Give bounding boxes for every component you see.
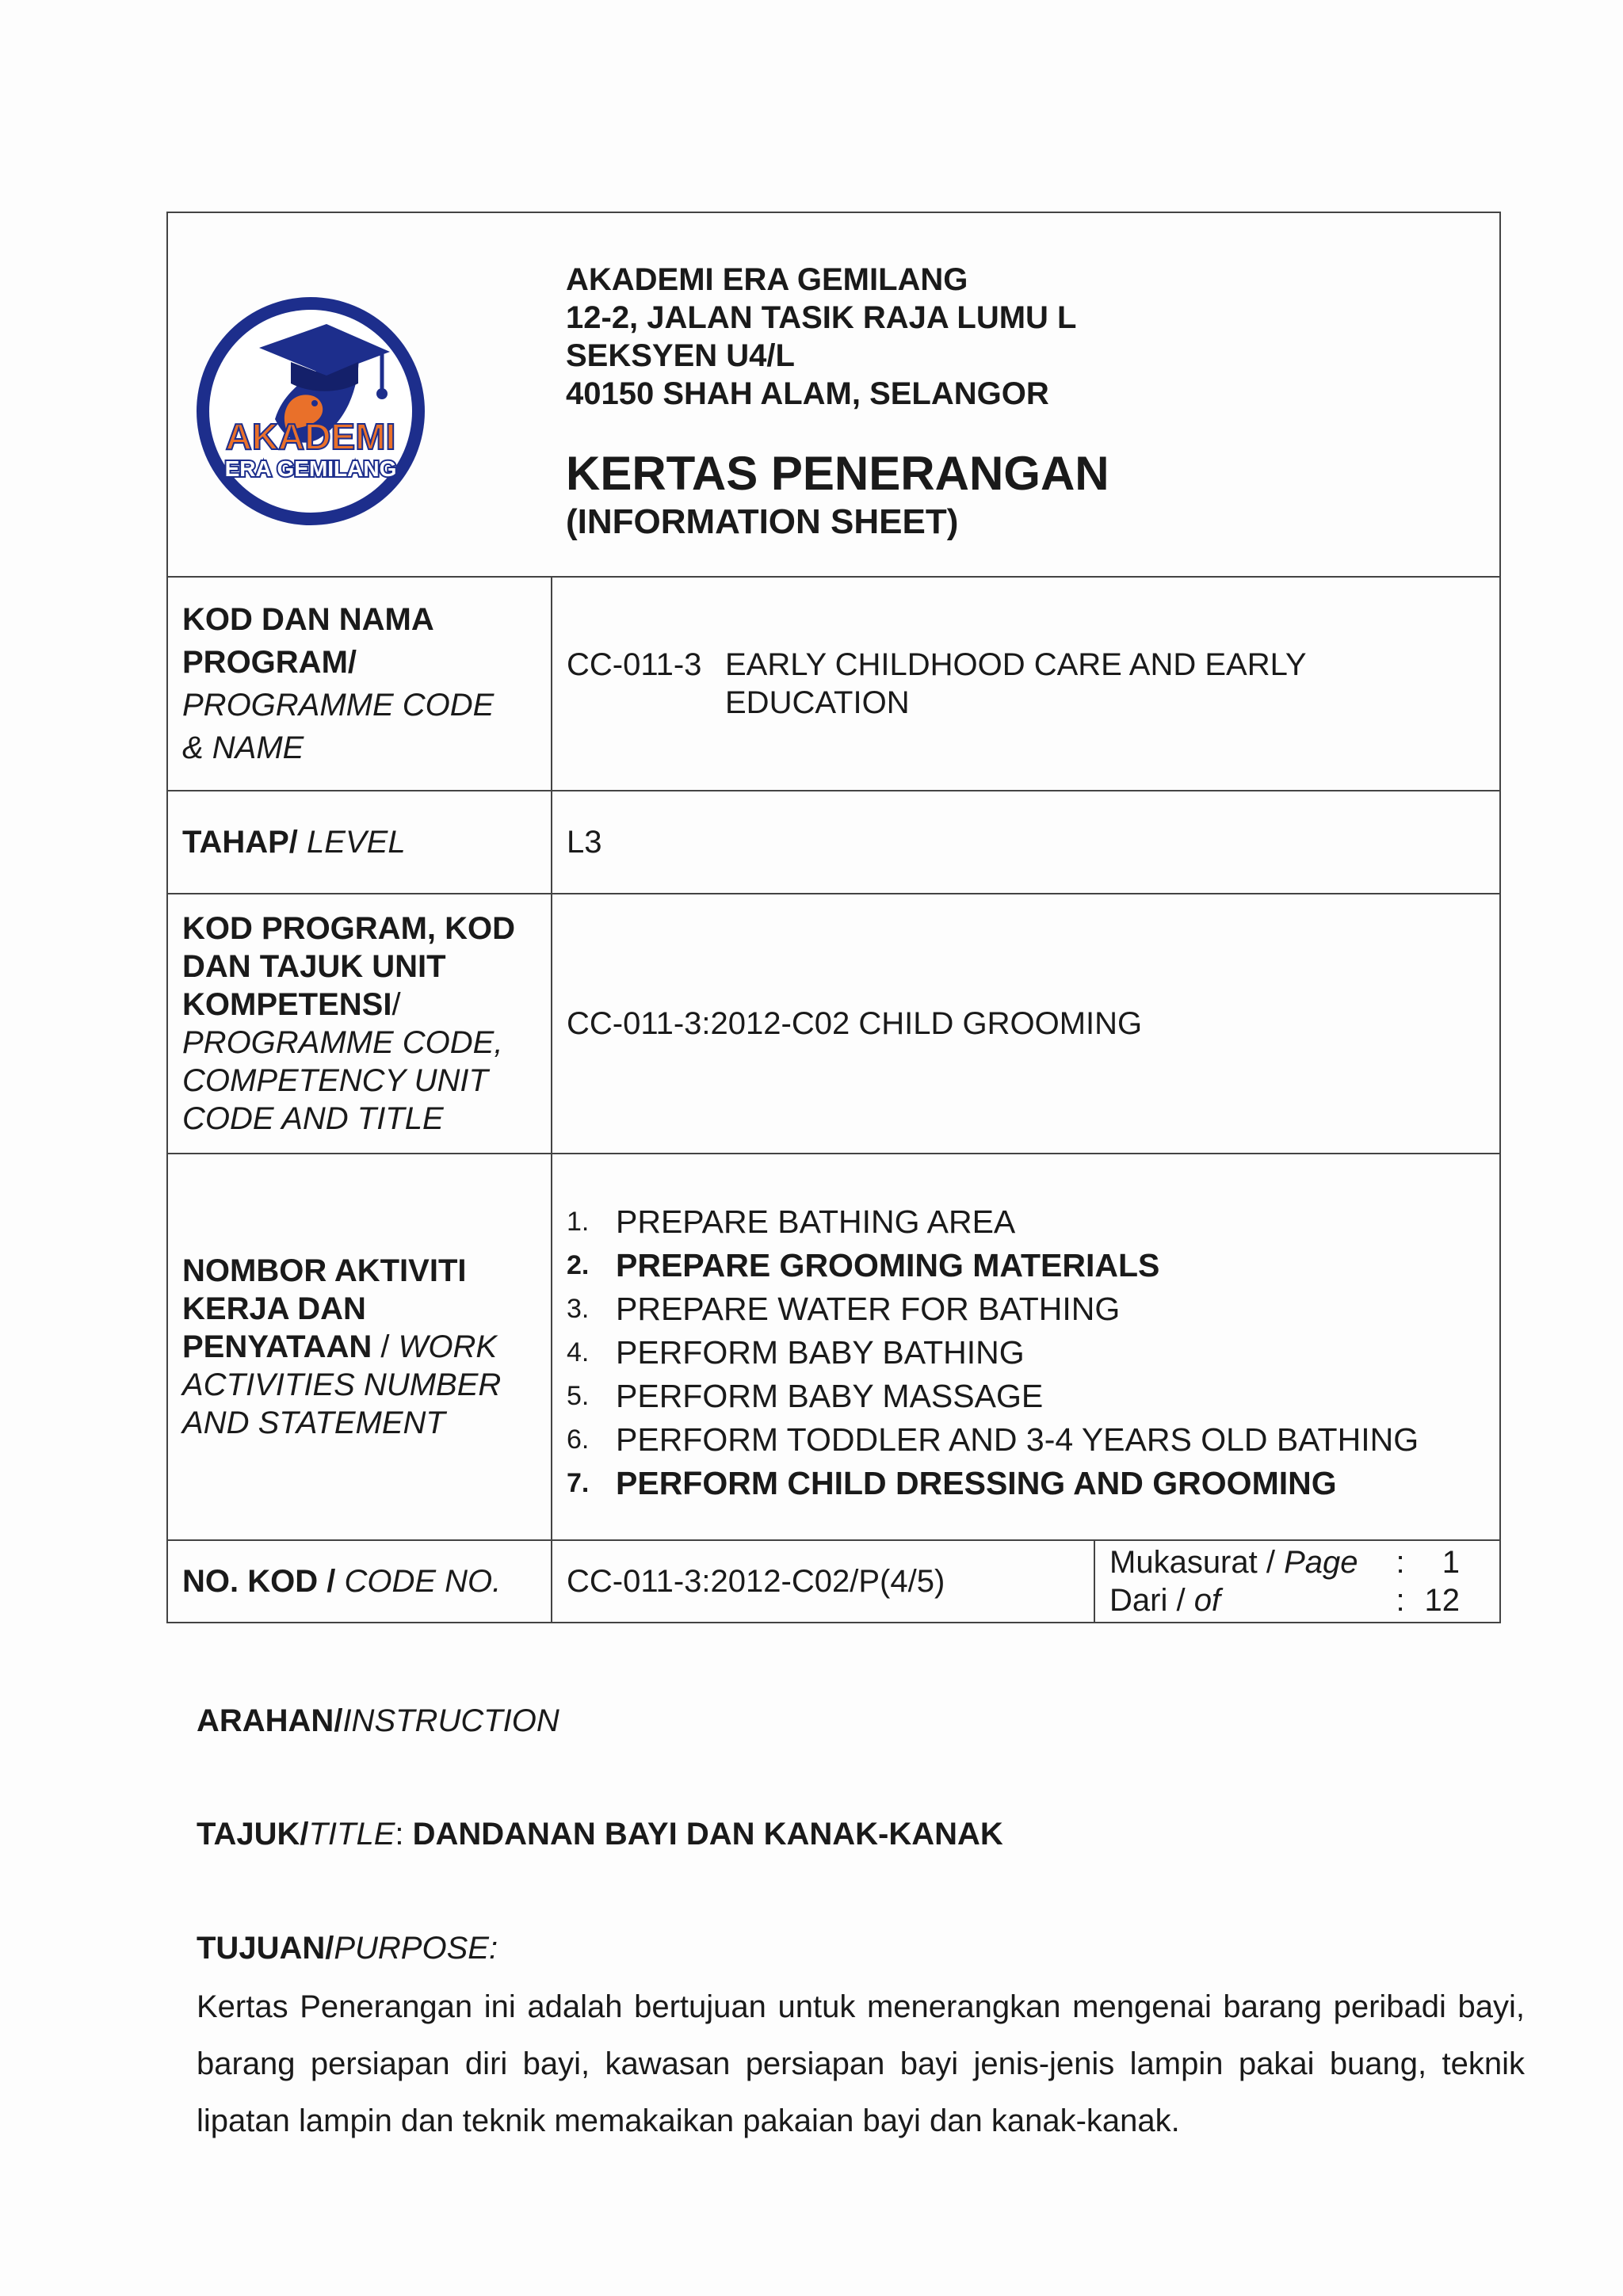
purpose-label-en: PURPOSE: [334,1931,498,1966]
level-label: TAHAP/ [182,825,298,860]
title-heading [197,1817,1528,1852]
logo-text-era-gemilang: ERA GEMILANG [224,456,397,481]
unit-label: KOD PROGRAM, KOD [182,911,515,946]
instruction-label: ARAHAN/ [197,1703,343,1738]
title-colon: : [395,1817,413,1852]
of-label-en: of [1193,1583,1221,1618]
page-info [1109,1543,1460,1619]
of-label: Dari / [1109,1583,1194,1618]
unit-label-slash: / [391,987,401,1022]
program-label-en: & NAME [182,730,304,765]
info-sheet-table [166,212,1501,1623]
unit-label: DAN TAJUK UNIT [182,949,446,984]
work-activity-item: 4. PERFORM BABY BATHING [567,1333,1025,1371]
program-label: PROGRAM/ [182,645,357,680]
wa-label-en: WORK [398,1329,498,1364]
work-activity-item: 1. PREPARE BATHING AREA [567,1203,1016,1240]
wa-label-en: AND STATEMENT [182,1405,445,1440]
work-activities-label-cell [167,1154,552,1540]
address-line: 12-2, JALAN TASIK RAJA LUMU L [566,300,1077,335]
program-value-cell [552,577,1500,791]
program-name: EDUCATION [725,685,910,720]
address-line: 40150 SHAH ALAM, SELANGOR [566,376,1049,411]
work-activity-item: 2. PREPARE GROOMING MATERIALS [567,1246,1160,1283]
wa-label: NOMBOR AKTIVITI [182,1253,467,1288]
address-line: SEKSYEN U4/L [566,338,795,373]
address-block [566,237,1109,543]
title-value: DANDANAN BAYI DAN KANAK-KANAK [412,1817,1003,1852]
unit-label-en: CODE AND TITLE [182,1101,444,1136]
level-label-en: LEVEL [297,825,406,860]
header-cell [167,212,1500,577]
academy-logo [192,292,430,530]
colon: : [1396,1545,1405,1580]
page-label: Mukasurat / [1109,1545,1285,1580]
level-value: L3 [552,791,1500,894]
unit-value: CC-011-3:2012-C02 CHILD GROOMING [552,894,1500,1154]
instruction-heading [197,1703,1528,1739]
instruction-label-en: INSTRUCTION [342,1703,559,1738]
unit-label-en: COMPETENCY UNIT [182,1063,488,1098]
title-label-en: TITLE [308,1817,395,1852]
page-number: 1 [1442,1545,1461,1580]
code-value: CC-011-3:2012-C02/P(4/5) [552,1540,1094,1623]
work-activity-item: 5. PERFORM BABY MASSAGE [567,1377,1044,1414]
wa-label: KERJA DAN [182,1291,366,1326]
page-label-en: Page [1284,1545,1358,1580]
purpose-text: Kertas Penerangan ini adalah bertujuan untuk menerangkan mengenai barang peribadi bayi, barang persiapan diri bayi, kawasan persiapan bayi jenis-jenis lampin pakai buang, teknik lipatan lampin dan teknik memakaikan pakaian bayi dan kanak-kanak. [197,1989,1525,2138]
code-label-cell [167,1540,552,1623]
title-label: TAJUK/ [197,1817,309,1852]
purpose-heading [197,1931,1528,1966]
work-activity-item: 7. PERFORM CHILD DRESSING AND GROOMING [567,1464,1337,1501]
page-info-cell [1094,1540,1500,1623]
work-activities-cell [552,1154,1500,1540]
logo-text-akademi: AKADEMI [225,416,396,457]
program-label-en: PROGRAMME CODE [182,688,495,723]
address-line: AKADEMI ERA GEMILANG [566,262,968,297]
purpose-label: TUJUAN/ [197,1931,334,1966]
work-activities-list [567,1200,1485,1505]
wa-label-en: ACTIVITIES NUMBER [182,1367,502,1402]
wa-label-slash: / [372,1329,399,1364]
document-subtitle: (INFORMATION SHEET) [566,502,959,541]
unit-label: KOMPETENSI [182,987,392,1022]
program-label: KOD DAN NAMA [182,602,434,637]
unit-label-cell [167,894,552,1154]
level-label-cell [167,791,552,894]
total-pages: 12 [1424,1583,1461,1618]
unit-label-en: PROGRAMME CODE, [182,1025,503,1060]
wa-label: PENYATAAN [182,1329,372,1364]
program-code: CC-011-3 [567,647,702,682]
document-title: KERTAS PENERANGAN [566,447,1109,500]
colon: : [1396,1583,1405,1618]
program-label-cell [167,577,552,791]
code-label: NO. KOD / [182,1564,345,1599]
work-activity-item: 6. PERFORM TODDLER AND 3-4 YEARS OLD BATHING [567,1421,1419,1458]
program-name: EARLY CHILDHOOD CARE AND EARLY [725,647,1307,682]
work-activity-item: 3. PREPARE WATER FOR BATHING [567,1290,1121,1327]
code-label-en: CODE NO. [344,1564,502,1599]
